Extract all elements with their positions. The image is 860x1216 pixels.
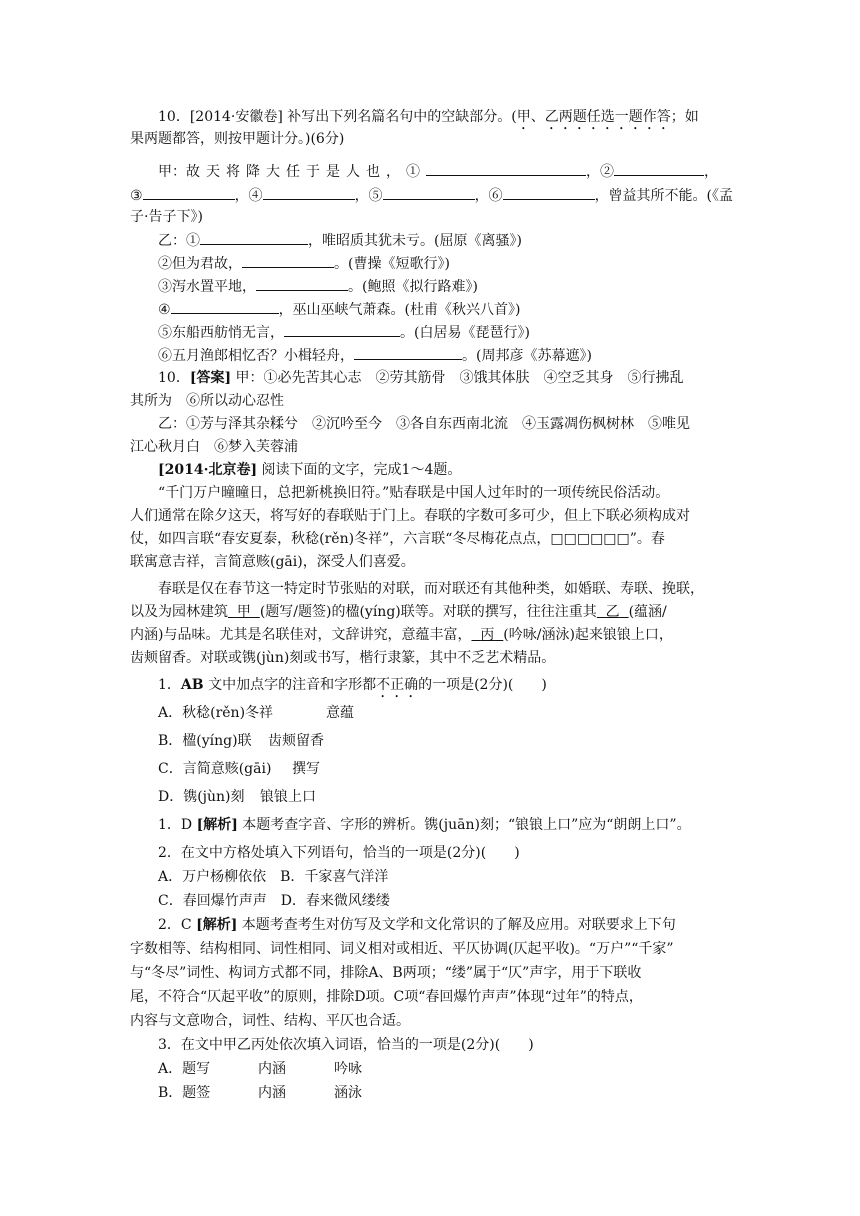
answer10-jia-1: 甲：①必先苦其心志 ②劳其筋骨 ③饿其体肤 ④空乏其身 ⑤行拂乱 (235, 370, 684, 386)
q1-answer (158, 816, 691, 834)
passage-p2-l2 (130, 603, 667, 621)
q2-answer-line1 (158, 916, 676, 934)
q10-prompt: 补写出下列名篇名句中的空缺部分。( (287, 109, 517, 125)
p2-l3-b: (吟咏/涵泳)起来锒锒上口， (503, 627, 673, 643)
passage-p1-l1: “千门万户曈曈日，总把新桃换旧符。”贴春联是中国人过年时的一项传统民俗活动。 (158, 485, 670, 501)
q2-answer-line4: 尾，不符合“仄起平收”的原则，排除D项。C项“春回爆竹声声”体现“过年”的特点， (130, 989, 643, 1005)
yi5-a: ⑤东船西舫悄无言， (158, 325, 284, 341)
answer10-line2: 其所为 ⑥所以动心忍性 (130, 393, 284, 409)
q2-options-line2[interactable]: C．春回爆竹声声 D．春来微风缕缕 (158, 893, 390, 909)
q3-option-a[interactable] (158, 1060, 362, 1078)
q1-d-part2: 锒锒上口 (260, 789, 316, 805)
yi1-b: ，唯昭质其犹未亏。(屈原《离骚》) (308, 233, 522, 249)
q10-prompt-emphasis: 甲、乙两题任选一题作答 (516, 109, 671, 125)
blank-jia-2[interactable] (614, 162, 704, 176)
passage-source: [2014·北京卷] (158, 462, 258, 478)
q3-a-1: A．题写 (158, 1061, 211, 1077)
passage-p1-l2: 人们通常在除夕这天，将写好的春联贴于门上。春联的字数可多可少，但上下联必须构成对 (130, 508, 690, 524)
q3-a-3: 吟咏 (334, 1061, 362, 1077)
yi5-b: 。(白居易《琵琶行》) (400, 325, 530, 341)
q3-a-2: 内涵 (258, 1061, 286, 1077)
passage-header (158, 461, 461, 479)
blank-yi-3[interactable] (256, 277, 348, 291)
jia-l2-d: ，⑥ (474, 188, 503, 204)
blank-yi-2[interactable] (242, 254, 334, 268)
q1-stem-b: 的一项是(2分)( ) (418, 677, 547, 693)
yi4-a: ④ (158, 302, 171, 318)
q10-source: [2014·安徽卷] (189, 109, 283, 125)
jia-l2-a: ③ (130, 188, 143, 204)
bing-marker-text: 丙 (480, 627, 495, 643)
yi-marker-text: 乙 (605, 604, 620, 620)
passage-p1-l4: 联寓意吉祥，言简意赅(gāi)，深受人们喜爱。 (130, 554, 415, 570)
blank-yi-marker (597, 604, 629, 620)
jia-l2-c: ，⑤ (354, 188, 383, 204)
q10-yi-line2 (158, 254, 450, 273)
q1-d-part1: D．镌(jùn)刻 (158, 789, 245, 805)
q1-a-part2: 意蕴 (326, 705, 354, 721)
blank-jia-4[interactable] (263, 186, 355, 200)
jia-label: 甲： (158, 164, 186, 180)
blank-yi-1[interactable] (200, 231, 308, 245)
q3-stem: 3．在文中甲乙丙处依次填入词语，恰当的一项是(2分)( ) (158, 1037, 534, 1053)
q1-c-part1: C．言简意赅(gāi) (158, 761, 272, 777)
jia-marker-text: 甲 (236, 604, 251, 620)
q1-c-part2: 撰写 (292, 761, 320, 777)
yi1-a: 乙：① (158, 233, 200, 249)
q1-stem (158, 676, 547, 701)
yi3-a: ③泻水置平地， (158, 279, 256, 295)
p2-l2-b: (题写/题签)的楹(yíng)联等。对联的撰写，往往注重其 (259, 604, 597, 620)
q10-jia-line1: 甲：故天将降大任于是人也，① ，② ， (158, 164, 718, 180)
q1-option-c[interactable] (158, 760, 320, 778)
passage-p2-l4: 齿颊留香。对联或镌(jùn)刻或书写，楷行隶篆，其中不乏艺术精品。 (130, 650, 556, 666)
q10-yi-line4 (158, 300, 521, 319)
passage-p1-l3: 仗，如四言联“春安夏泰，秋稔(rěn)冬祥”，六言联“冬尽梅花点点，□□□□□□”。春 (130, 531, 665, 547)
yi3-b: 。(鲍照《拟行路难》) (348, 279, 478, 295)
q10-number: 10． (158, 109, 190, 125)
q2-answer-text: 本题考查考生对仿写及文学和文化常识的了解及应用。对联要求上下句 (241, 917, 676, 933)
yi2-b: 。(曹操《短歌行》) (334, 256, 450, 272)
yi6-b: 。(周邦彦《苏幕遮》) (462, 348, 592, 364)
blank-yi-4[interactable] (171, 300, 279, 314)
blank-jia-3[interactable] (143, 186, 235, 200)
q1-stem-a: 文中加点字的注音和字形都 (208, 677, 377, 693)
jia-sep: ，② (586, 164, 614, 180)
q10-yi-line6 (158, 346, 592, 365)
q2-answer-line3: 与“冬尽”词性、构词方式都不同，排除A、B两项；“缕”属于“仄”声字，用于下联收 (130, 965, 642, 981)
answer10-tag: [答案] (189, 370, 232, 386)
q10-prompt-tail: ；如 (670, 109, 699, 125)
blank-jia-marker (228, 604, 260, 620)
q3-b-3: 涵泳 (334, 1085, 362, 1101)
yi4-b: ，巫山巫峡气萧森。(杜甫《秋兴八首》) (278, 302, 521, 318)
blank-jia-6[interactable] (503, 186, 595, 200)
jia-l2-b: ，④ (234, 188, 263, 204)
q10-jia-line3: 子·告子下》) (130, 209, 203, 225)
q1-option-b[interactable] (158, 732, 324, 750)
blank-jia-5[interactable] (383, 186, 475, 200)
q3-b-1: B．题签 (158, 1085, 211, 1101)
q1-option-d[interactable] (158, 788, 316, 806)
passage-p2-l3 (130, 626, 673, 644)
q1-stem-emphasis: 不正确 (376, 677, 419, 693)
q10-yi-line3 (158, 277, 478, 296)
p2-l2-c: (蕴涵/ (628, 604, 667, 620)
q1-ab: AB (180, 677, 204, 693)
answer10-line1 (158, 369, 684, 387)
q10-yi-line1 (158, 231, 522, 250)
p2-l3-a: 内涵)与品味。尤其是名联佳对，文辞讲究，意蕴丰富， (130, 627, 472, 643)
q10-line2: 果两题都答，则按甲题计分。)(6分) (130, 131, 345, 147)
passage-p2-l1: 春联是仅在春节这一特定时节张贴的对联，而对联还有其他种类，如婚联、寿联、挽联， (158, 581, 704, 597)
q1-b-part2: 齿颊留香 (268, 733, 324, 749)
answer10-number: 10． (158, 370, 190, 386)
q2-answer-line2: 字数相等、结构相同、词性相同、词义相对或相近、平仄协调(仄起平收)。“万户”“千家” (130, 941, 674, 957)
yi6-a: ⑥五月渔郎相忆否？小楫轻舟， (158, 348, 354, 364)
blank-bing-marker (471, 627, 503, 643)
q2-options-line1[interactable]: A．万户杨柳依依 B．千家喜气洋洋 (158, 869, 389, 885)
q3-option-b[interactable] (158, 1084, 362, 1102)
jia-text: 故天将降大任于是人也，① (186, 164, 426, 180)
blank-jia-1[interactable] (426, 162, 586, 176)
q1-b-part1: B．楹(yíng)联 (158, 733, 252, 749)
yi2-a: ②但为君故， (158, 256, 242, 272)
jia-l2-e: ，曾益其所不能。(《孟 (594, 188, 734, 204)
q2-stem: 2．在文中方格处填入下列语句，恰当的一项是(2分)( ) (158, 845, 520, 861)
q3-b-2: 内涵 (258, 1085, 286, 1101)
q10-jia-line2 (130, 186, 733, 205)
blank-yi-6[interactable] (354, 346, 462, 360)
q10-yi-line5 (158, 323, 530, 342)
q1-a-part1: A．秋稔(rěn)冬祥 (158, 705, 274, 721)
q1-option-a[interactable] (158, 704, 354, 722)
answer10-line4: 江心秋月白 ⑥梦入芙蓉浦 (130, 439, 298, 455)
passage-intro: 阅读下面的文字，完成1～4题。 (261, 462, 462, 478)
q1-answer-number: 1．D (158, 817, 193, 833)
q1-number: 1． (158, 677, 181, 693)
q2-answer-line5: 内容与文意吻合，词性、结构、平仄也合适。 (130, 1013, 410, 1029)
p2-l2-a: 以及为园林建筑 (130, 604, 228, 620)
q2-answer-tag: [解析] (196, 917, 238, 933)
q1-answer-tag: [解析] (196, 817, 238, 833)
blank-yi-5[interactable] (284, 323, 400, 337)
q1-answer-text: 本题考查字音、字形的辨析。镌(juān)刻；“锒锒上口”应为“朗朗上口”。 (242, 817, 691, 833)
answer10-line3: 乙：①芳与泽其杂糅兮 ②沉吟至今 ③各自东西南北流 ④玉露凋伤枫树林 ⑤唯见 (158, 416, 690, 432)
q2-answer-number: 2．C (158, 917, 192, 933)
